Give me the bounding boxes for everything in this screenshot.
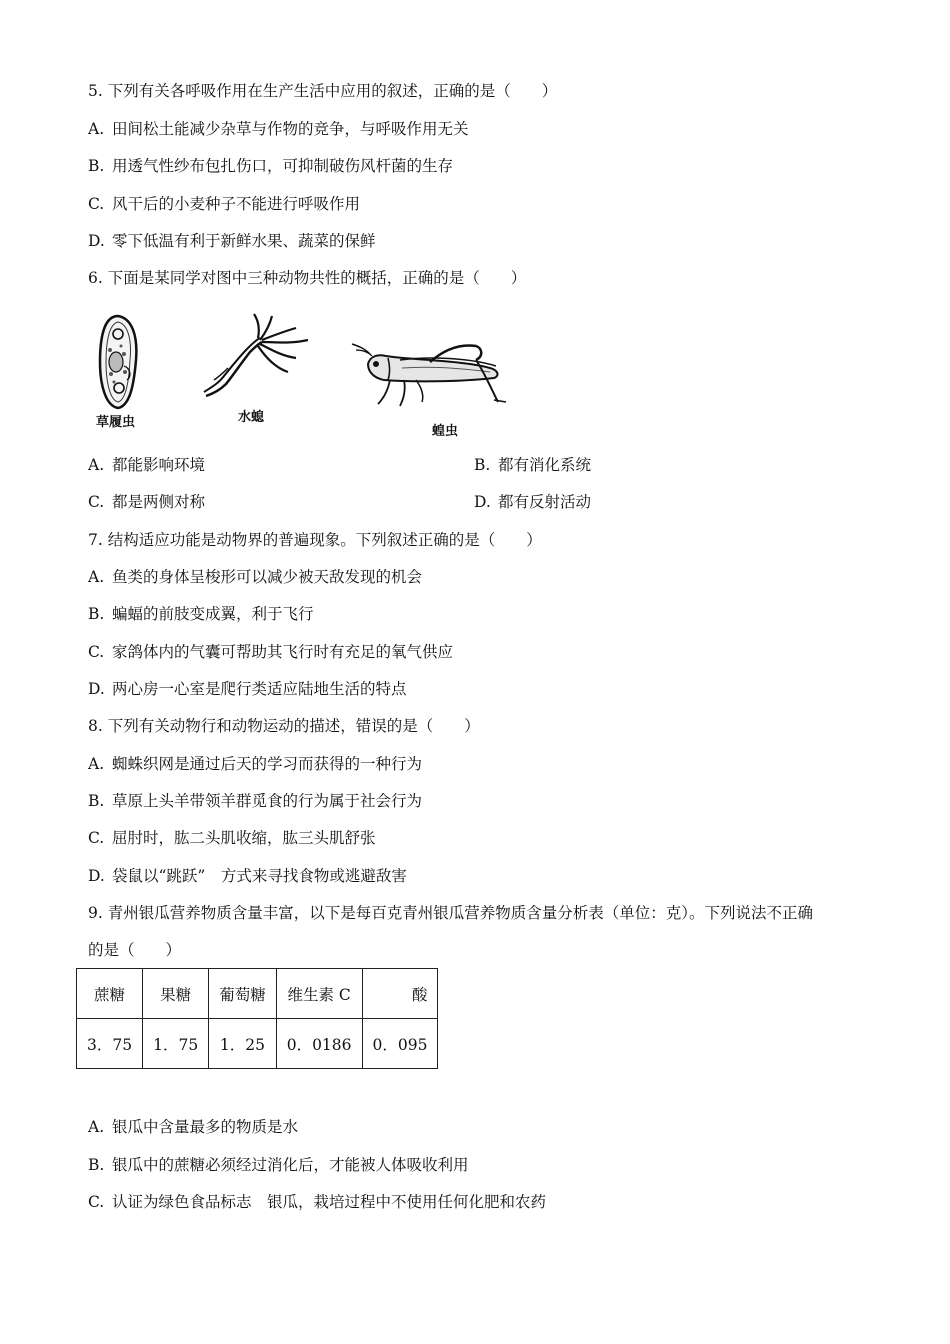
table-header-cell: 葡萄糖: [209, 969, 277, 1019]
q8-option-b: B. 草原上头羊带领羊群觅食的行为属于社会行为: [88, 792, 423, 810]
table-header-cell: 维生素 C: [276, 969, 362, 1019]
q8-option-d: D. 袋鼠以“跳跃” 方式来寻找食物或逃避敌害: [88, 867, 407, 885]
table-cell: 0．0186: [276, 1019, 362, 1069]
q6-option-c: C. 都是两侧对称: [88, 493, 206, 511]
q8-option-a: A. 蜘蛛织网是通过后天的学习而获得的一种行为: [88, 755, 423, 773]
q9-option-b: B. 银瓜中的蔗糖必须经过消化后，才能被人体吸收利用: [88, 1156, 469, 1174]
paramecium-caption: 草履虫: [96, 415, 136, 430]
table-header-cell: 果糖: [143, 969, 209, 1019]
q7-option-c: C. 家鸽体内的气囊可帮助其飞行时有充足的氧气供应: [88, 643, 454, 661]
q7-option-a: A. 鱼类的身体呈梭形可以减少被天敌发现的机会: [88, 568, 423, 586]
q5-option-a: A. 田间松土能减少杂草与作物的竞争，与呼吸作用无关: [88, 120, 469, 138]
q6-option-b: B. 都有消化系统: [474, 456, 592, 474]
hydra-caption: 水螅: [238, 410, 265, 425]
q8-stem: 8. 下列有关动物行和动物运动的描述，错误的是（ ）: [88, 717, 480, 735]
q6-option-d: D. 都有反射活动: [474, 493, 592, 511]
q5-option-d: D. 零下低温有利于新鲜水果、蔬菜的保鲜: [88, 232, 376, 250]
paramecium-illustration: [94, 312, 142, 412]
q6-option-a: A. 都能影响环境: [88, 456, 206, 474]
table-cell: 1．75: [143, 1019, 209, 1069]
q5-stem: 5. 下列有关各呼吸作用在生产生活中应用的叙述，正确的是（ ）: [88, 82, 558, 100]
table-header-cell: 酸: [362, 969, 438, 1019]
q6-stem: 6. 下面是某同学对图中三种动物共性的概括，正确的是（ ）: [88, 269, 527, 287]
table-header-row: [77, 969, 438, 1019]
q9-stem-line1: 9. 青州银瓜营养物质含量丰富，以下是每百克青州银瓜营养物质含量分析表（单位：克）。下列说法不正确: [88, 904, 813, 922]
locust-illustration: [350, 342, 520, 412]
table-cell: 1．25: [209, 1019, 277, 1069]
q9-stem-line2: 的是（ ）: [88, 941, 182, 959]
locust-caption: 蝗虫: [432, 424, 459, 439]
q7-option-d: D. 两心房一心室是爬行类适应陆地生活的特点: [88, 680, 407, 698]
q7-stem: 7. 结构适应功能是动物界的普遍现象。下列叙述正确的是（ ）: [88, 531, 542, 549]
q6-figure: [88, 308, 528, 443]
q9-option-c: C. 认证为绿色食品标志 银瓜，栽培过程中不使用任何化肥和农药: [88, 1193, 547, 1211]
nutrition-table: [76, 968, 438, 1069]
table-cell: 0．095: [362, 1019, 438, 1069]
q8-option-c: C. 屈肘时，肱二头肌收缩，肱三头肌舒张: [88, 829, 376, 847]
table-cell: 3．75: [77, 1019, 143, 1069]
q7-option-b: B. 蝙蝠的前肢变成翼，利于飞行: [88, 605, 314, 623]
q9-option-a: A. 银瓜中含量最多的物质是水: [88, 1118, 299, 1136]
table-row: [77, 1019, 438, 1069]
q5-option-b: B. 用透气性纱布包扎伤口，可抑制破伤风杆菌的生存: [88, 157, 454, 175]
q5-option-c: C. 风干后的小麦种子不能进行呼吸作用: [88, 195, 361, 213]
table-header-cell: 蔗糖: [77, 969, 143, 1019]
hydra-illustration: [200, 310, 320, 402]
